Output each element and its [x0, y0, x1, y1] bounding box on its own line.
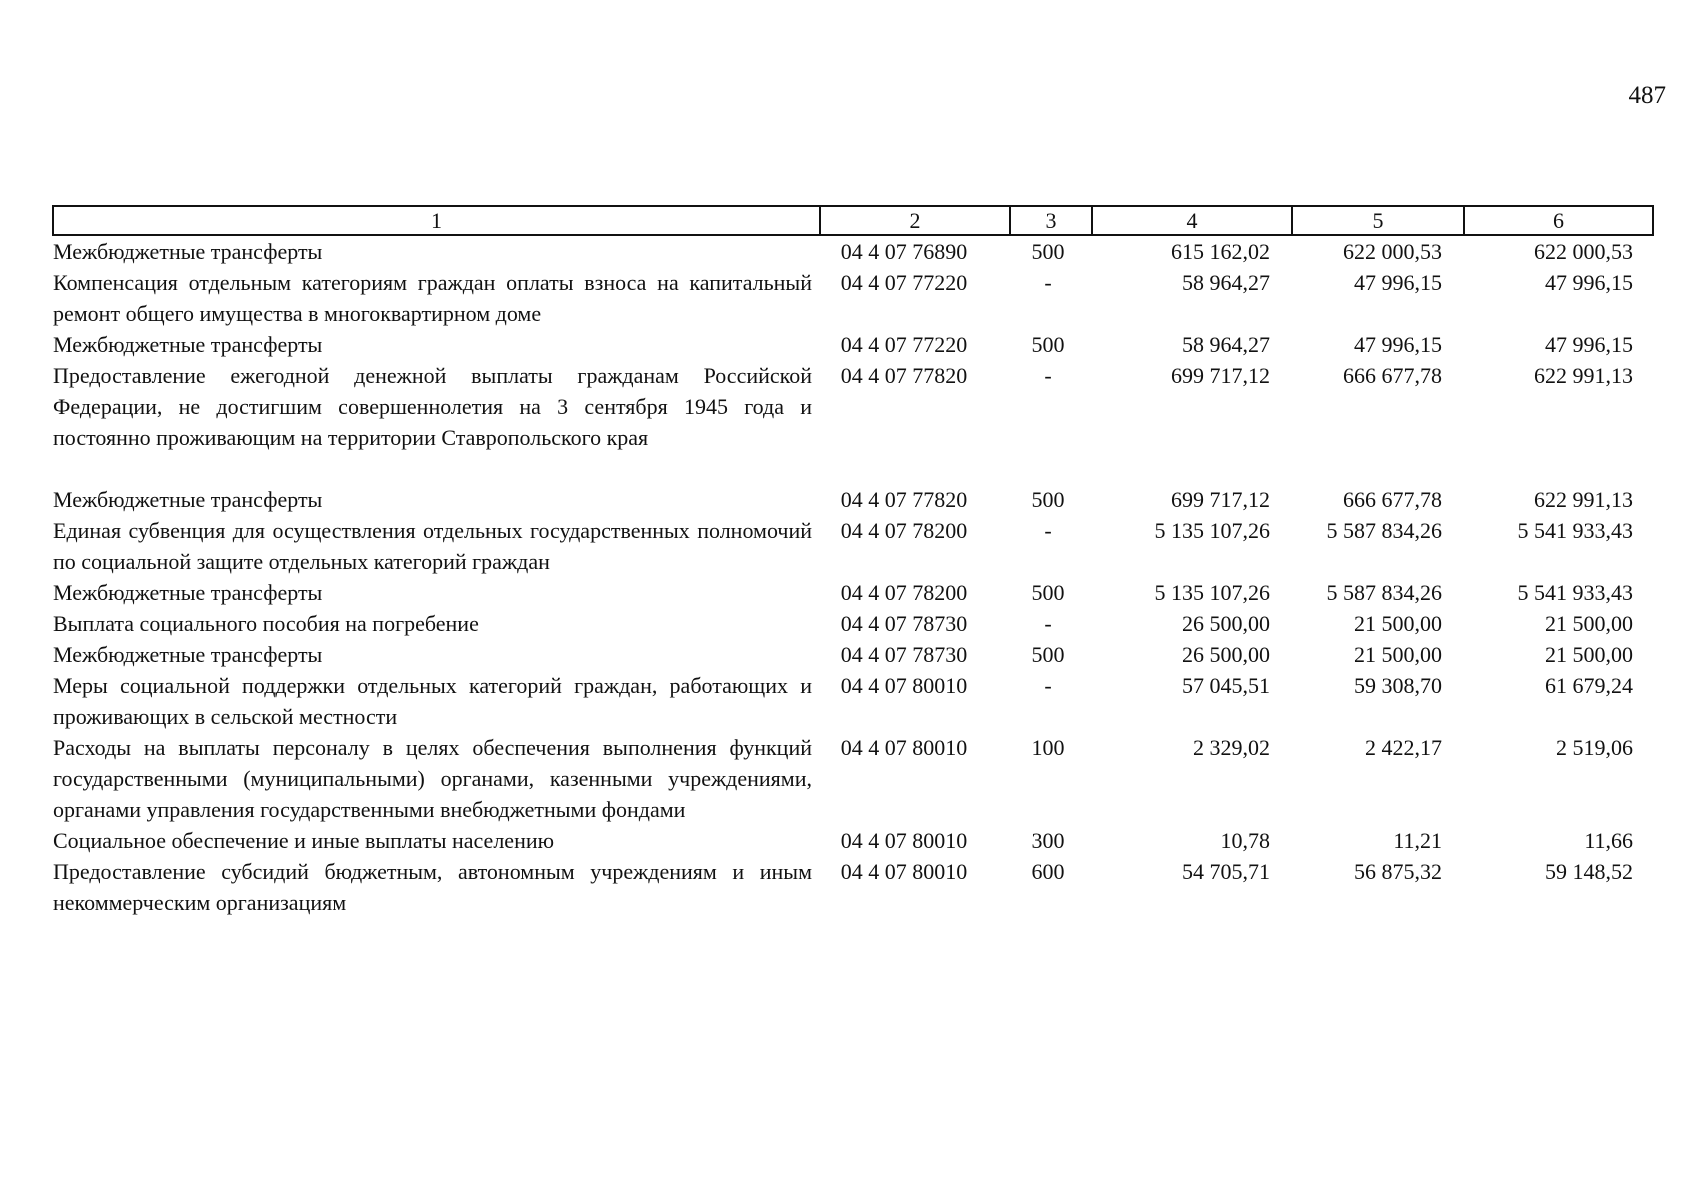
row-value-4: 10,78 — [1220, 828, 1270, 853]
row-code: 04 4 07 77220 — [840, 332, 968, 357]
row-name: Межбюджетные трансферты — [53, 580, 323, 605]
row-name: Межбюджетные трансферты — [53, 239, 323, 264]
row-value-5: 622 000,53 — [1343, 239, 1442, 264]
row-name: Единая субвенция для осуществления отдельных государственных полномочий по социальной защите отдельных категорий граждан — [53, 518, 812, 574]
row-value-5: 11,21 — [1393, 828, 1442, 853]
row-code: 04 4 07 77820 — [840, 487, 968, 512]
row-name: Социальное обеспечение и иные выплаты населению — [53, 828, 555, 853]
row-value-6: 47 996,15 — [1545, 332, 1633, 357]
row-code: 04 4 07 80010 — [840, 828, 968, 853]
row-code: 04 4 07 76890 — [840, 239, 968, 264]
row-value-6: 47 996,15 — [1545, 270, 1633, 295]
header-row — [53, 206, 1653, 235]
table-row — [53, 515, 1653, 577]
row-value-4: 2 329,02 — [1193, 735, 1270, 760]
table-body — [53, 235, 1653, 918]
row-value-4: 699 717,12 — [1171, 487, 1270, 512]
row-code: 04 4 07 80010 — [840, 735, 968, 760]
column-header: 5 — [1292, 206, 1464, 235]
row-value-6: 59 148,52 — [1545, 859, 1633, 884]
row-value-5: 666 677,78 — [1343, 363, 1442, 388]
row-value-5: 21 500,00 — [1354, 642, 1442, 667]
row-value-5: 56 875,32 — [1354, 859, 1442, 884]
row-value-4: 5 135 107,26 — [1154, 518, 1270, 543]
table-row — [53, 639, 1653, 670]
row-expense-type: - — [1044, 673, 1052, 698]
row-name: Межбюджетные трансферты — [53, 487, 323, 512]
row-name: Предоставление субсидий бюджетным, автономным учреждениям и иным некоммерческим организациям — [53, 859, 812, 915]
table-row — [53, 360, 1653, 484]
row-expense-type: 300 — [1031, 828, 1065, 853]
column-header: 3 — [1010, 206, 1092, 235]
row-code: 04 4 07 80010 — [840, 859, 968, 884]
row-expense-type: 500 — [1031, 239, 1065, 264]
table-row — [53, 608, 1653, 639]
budget-table — [52, 205, 1654, 918]
row-expense-type: 600 — [1031, 859, 1065, 884]
row-code: 04 4 07 78200 — [840, 580, 968, 605]
row-value-6: 21 500,00 — [1545, 642, 1633, 667]
row-name: Предоставление ежегодной денежной выплаты гражданам Российской Федерации, не достигшим совершеннолетия на 3 сентября 1945 года и постоянно проживающим на территории Ставропольского края — [53, 363, 812, 450]
row-value-6: 622 991,13 — [1534, 487, 1633, 512]
row-expense-type: 100 — [1031, 735, 1065, 760]
row-value-6: 622 000,53 — [1534, 239, 1633, 264]
row-value-5: 59 308,70 — [1354, 673, 1442, 698]
row-value-4: 5 135 107,26 — [1154, 580, 1270, 605]
row-name: Расходы на выплаты персоналу в целях обеспечения выполнения функций государственными (муниципальными) органами, казенными учреждениями, органами управления государственными внебюджетными фондами — [53, 735, 812, 822]
column-header: 2 — [820, 206, 1010, 235]
row-code: 04 4 07 78730 — [840, 611, 968, 636]
table-row — [53, 856, 1653, 918]
row-expense-type: - — [1044, 363, 1052, 388]
row-name: Компенсация отдельным категориям граждан оплаты взноса на капитальный ремонт общего имущества в многоквартирном доме — [53, 270, 812, 326]
row-code: 04 4 07 78200 — [840, 518, 968, 543]
row-expense-type: 500 — [1031, 332, 1065, 357]
row-value-4: 54 705,71 — [1182, 859, 1270, 884]
row-expense-type: - — [1044, 518, 1052, 543]
table-row — [53, 267, 1653, 329]
row-value-5: 47 996,15 — [1354, 270, 1442, 295]
table-row — [53, 670, 1653, 732]
table-row — [53, 235, 1653, 267]
column-header: 1 — [53, 206, 820, 235]
row-value-6: 61 679,24 — [1545, 673, 1633, 698]
row-value-4: 26 500,00 — [1182, 611, 1270, 636]
row-name: Межбюджетные трансферты — [53, 332, 323, 357]
row-name: Меры социальной поддержки отдельных категорий граждан, работающих и проживающих в сельской местности — [53, 673, 812, 729]
row-value-6: 21 500,00 — [1545, 611, 1633, 636]
table-row — [53, 577, 1653, 608]
row-expense-type: - — [1044, 611, 1052, 636]
column-header: 6 — [1464, 206, 1653, 235]
row-value-4: 699 717,12 — [1171, 363, 1270, 388]
row-expense-type: 500 — [1031, 642, 1065, 667]
row-value-4: 57 045,51 — [1182, 673, 1270, 698]
row-value-6: 622 991,13 — [1534, 363, 1633, 388]
row-code: 04 4 07 77820 — [840, 363, 968, 388]
row-value-4: 26 500,00 — [1182, 642, 1270, 667]
column-header: 4 — [1092, 206, 1292, 235]
row-value-5: 666 677,78 — [1343, 487, 1442, 512]
row-expense-type: - — [1044, 270, 1052, 295]
row-value-6: 11,66 — [1584, 828, 1633, 853]
row-value-5: 47 996,15 — [1354, 332, 1442, 357]
row-value-6: 2 519,06 — [1556, 735, 1633, 760]
row-value-6: 5 541 933,43 — [1517, 580, 1633, 605]
row-value-5: 2 422,17 — [1365, 735, 1442, 760]
table-row — [53, 329, 1653, 360]
table-row — [53, 825, 1653, 856]
row-value-6: 5 541 933,43 — [1517, 518, 1633, 543]
row-value-5: 5 587 834,26 — [1326, 580, 1442, 605]
row-code: 04 4 07 80010 — [840, 673, 968, 698]
row-value-4: 615 162,02 — [1171, 239, 1270, 264]
row-value-5: 21 500,00 — [1354, 611, 1442, 636]
row-value-4: 58 964,27 — [1182, 332, 1270, 357]
row-value-5: 5 587 834,26 — [1326, 518, 1442, 543]
row-name: Межбюджетные трансферты — [53, 642, 323, 667]
table-row — [53, 484, 1653, 515]
table-row — [53, 732, 1653, 825]
row-expense-type: 500 — [1031, 580, 1065, 605]
row-name: Выплата социального пособия на погребение — [53, 611, 479, 636]
page-number: 487 — [1628, 82, 1666, 109]
row-expense-type: 500 — [1031, 487, 1065, 512]
row-code: 04 4 07 77220 — [840, 270, 968, 295]
row-value-4: 58 964,27 — [1182, 270, 1270, 295]
row-code: 04 4 07 78730 — [840, 642, 968, 667]
